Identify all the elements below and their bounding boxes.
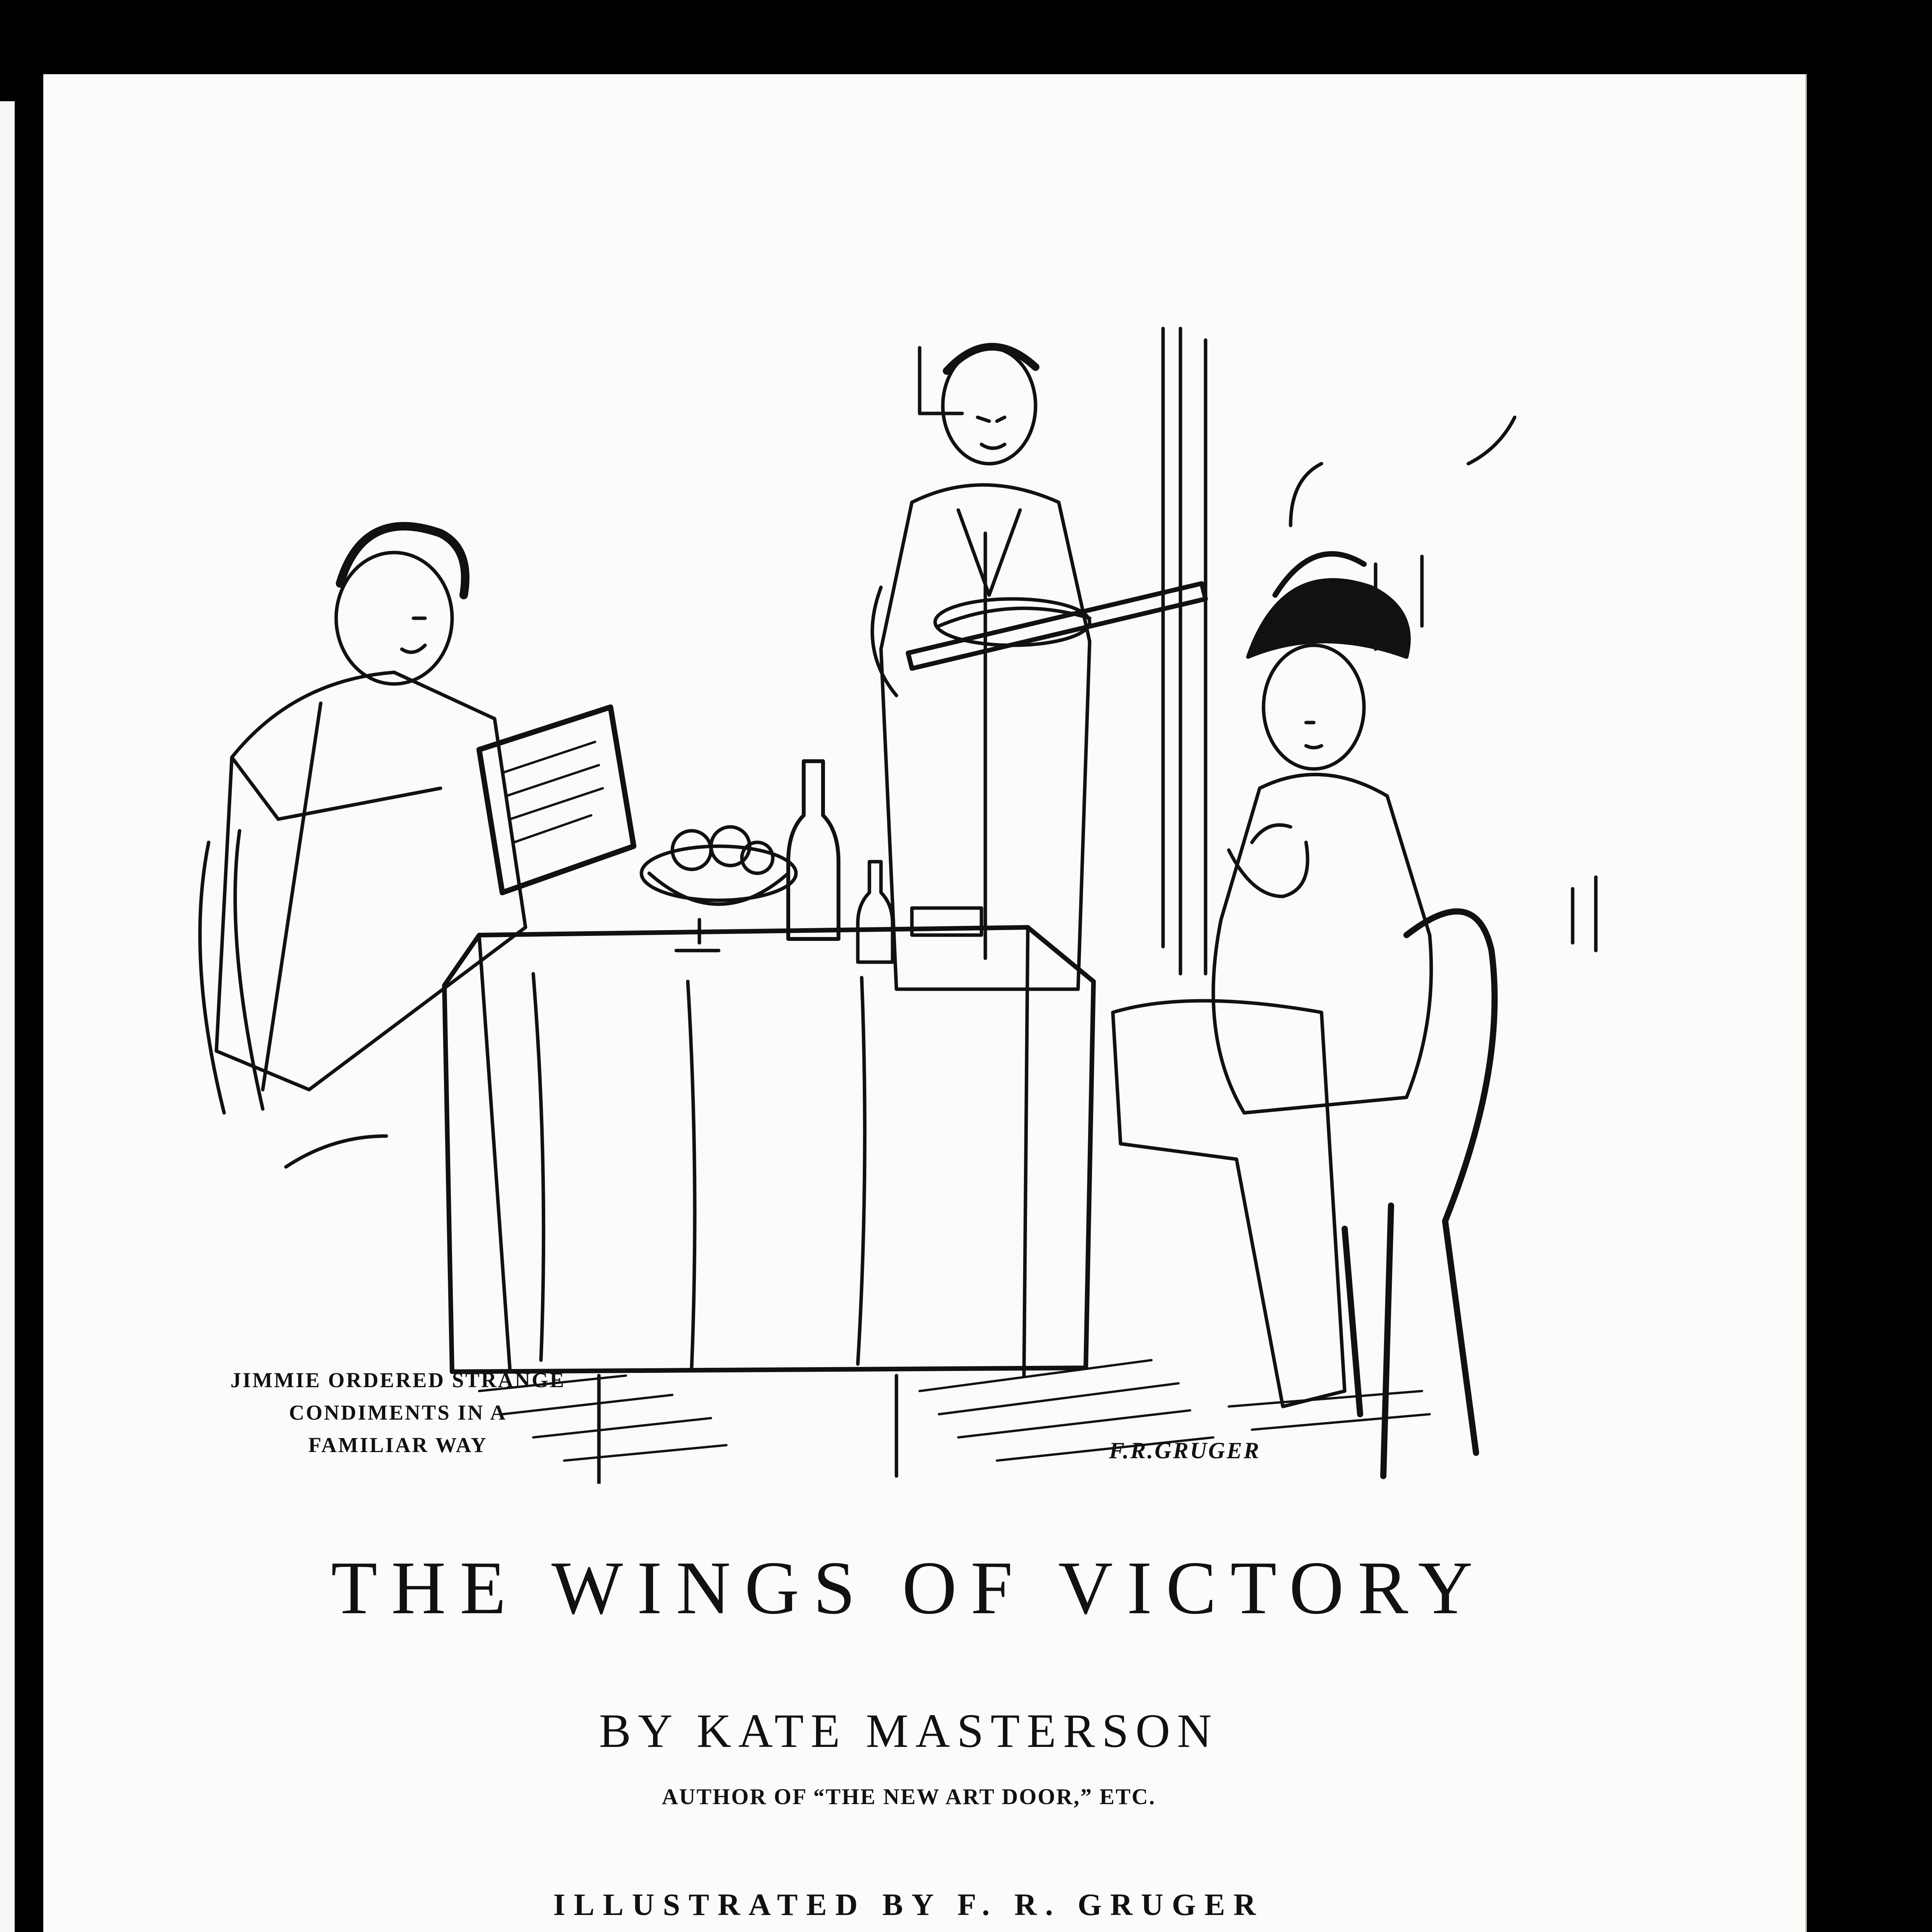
ella-rose-figure	[1113, 554, 1495, 1476]
illustrator-signature: F.R.GRUGER	[1109, 1438, 1261, 1463]
author-credits: AUTHOR OF “THE NEW ART DOOR,” ETC.	[662, 1784, 1156, 1809]
caption-line: FAMILIAR WAY	[308, 1433, 488, 1457]
caption-line: JIMMIE ORDERED STRANGE	[230, 1368, 566, 1392]
previous-page-edge	[0, 101, 15, 1932]
illustration-caption	[193, 1364, 603, 1461]
floor-shading	[479, 1360, 1430, 1461]
waiter-figure	[872, 347, 1206, 989]
jimmie-figure	[200, 526, 634, 1167]
byline: BY KATE MASTERSON	[599, 1704, 1219, 1757]
article-title: THE WINGS OF VICTORY	[331, 1546, 1487, 1630]
illustrator-credit: ILLUSTRATED BY F. R. GRUGER	[553, 1888, 1265, 1922]
illustration-restaurant-scene	[185, 317, 1638, 1484]
caption-line: CONDIMENTS IN A	[289, 1401, 507, 1424]
